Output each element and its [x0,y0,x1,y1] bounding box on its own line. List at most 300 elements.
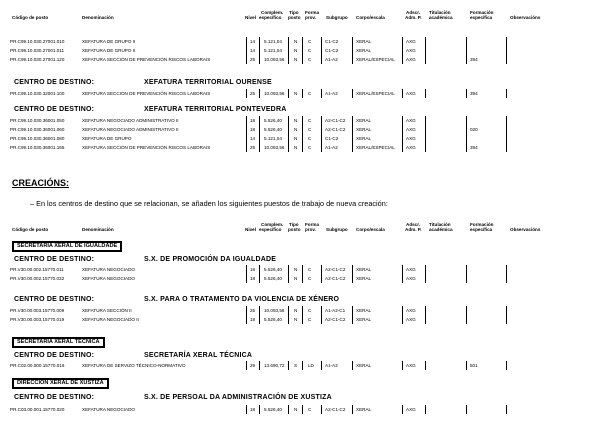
column-divider [259,116,260,125]
center-label: CENTRO DE DESTINO: [14,352,95,359]
cell-name: XEFATURA SECCIÓN DE PREVENCIÓN RISCOS LABORAIS [82,57,211,62]
column-divider [288,46,289,55]
cell-level: 14 [250,39,256,44]
column-divider [506,306,507,315]
center-name: XEFATURA TERRITORIAL PONTEVEDRA [144,106,287,113]
cell-corpo: XERAL [356,407,372,412]
cell-code: PR.V30.00.002.15770.032 [10,276,65,281]
cell-sub: A1-A2 [325,145,338,150]
column-divider [352,405,353,414]
column-divider [246,37,247,46]
cell-corpo: XERAL [356,267,372,272]
cell-sub: A2-C1-C2 [325,267,346,272]
cell-corpo: XERAL [356,317,372,322]
cell-code: PR.C99.10.030.32001.100 [10,91,65,96]
column-divider [288,143,289,152]
column-divider [352,361,353,370]
cell-corpo: XERAL/ESPECIAL [356,145,395,150]
column-divider [246,89,247,98]
column-divider [402,143,403,152]
table-row [10,143,600,152]
table-row [10,274,600,283]
header-nivel: Nivel [245,227,256,232]
cell-code: PR.V30.00.003.15770.019 [10,317,65,322]
column-divider [506,274,507,283]
cell-level: 29 [250,363,256,368]
column-divider [466,274,467,283]
column-divider [466,89,467,98]
header-titulacion-2: académica [429,227,453,232]
cell-form: 394 [470,57,478,62]
header-tipo-2: posto [288,227,301,232]
header-formacion: Formación [470,10,494,15]
column-divider [425,143,426,152]
cell-forma: C [308,145,312,150]
cell-level: 18 [250,407,256,412]
column-divider [259,125,260,134]
cell-corpo: XERAL [356,136,372,141]
cell-comp: 5.526,40 [264,127,282,132]
center-label: CENTRO DE DESTINO: [14,106,95,113]
cell-corpo: XERAL [356,118,372,123]
column-divider [402,361,403,370]
column-divider [466,46,467,55]
column-divider [466,315,467,324]
cell-forma: C [308,308,312,313]
header-adscr-2: Adm. P. [405,227,422,232]
table-header [0,10,615,24]
header-forma: Forma [305,222,320,227]
column-divider [425,116,426,125]
column-divider [402,306,403,315]
cell-sub: C1-C2 [325,136,339,141]
column-divider [288,405,289,414]
cell-sub: A1-A2 [325,363,338,368]
center-label: CENTRO DE DESTINO: [14,394,95,401]
column-divider [466,306,467,315]
column-divider [246,306,247,315]
cell-corpo: XERAL/ESPECIAL [356,91,395,96]
column-divider [321,125,322,134]
header-titulacion-2: académica [429,15,453,20]
column-divider [321,37,322,46]
header-codigo: Código de posto [12,227,49,232]
table-row [10,46,600,55]
header-formacion-2: específica [470,15,493,20]
column-divider [402,55,403,64]
cell-code: PR.C03.00.001.15770.020 [10,407,65,412]
table-row [10,306,600,315]
column-divider [466,361,467,370]
header-tipo: Tipo [289,10,299,15]
header-subgrupo: Subgrupo [326,227,348,232]
cell-corpo: XERAL [356,308,372,313]
column-divider [288,89,289,98]
column-divider [259,37,260,46]
cell-comp: 5.121,04 [264,39,282,44]
cell-form: 501 [470,363,478,368]
column-divider [425,306,426,315]
column-divider [302,134,303,143]
cell-adscr: AXG [406,276,416,281]
column-divider [425,134,426,143]
cell-name: XEFATURA NEGOCIADO II [82,317,139,322]
column-divider [288,37,289,46]
column-divider [302,405,303,414]
cell-comp: 5.526,40 [264,407,282,412]
column-divider [506,46,507,55]
cell-comp: 5.526,40 [264,118,282,123]
cell-sub: A2-C1-C2 [325,407,346,412]
cell-forma: C [308,127,312,132]
cell-adscr: AXG [406,317,416,322]
column-divider [288,134,289,143]
cell-tipo: N [294,91,298,96]
cell-comp: 5.526,40 [264,317,282,322]
column-divider [259,265,260,274]
section-box-xustiza: DIRECCIÓN XERAL DE XUSTIZA [13,379,108,388]
column-divider [466,125,467,134]
column-divider [246,55,247,64]
cell-forma: C [308,57,312,62]
column-divider [425,274,426,283]
cell-sub: A2-C1-C2 [325,276,346,281]
cell-name: XEFATURA NEGOCIADO [82,267,136,272]
column-divider [402,274,403,283]
column-divider [402,315,403,324]
cell-form: 394 [470,91,478,96]
cell-forma: C [308,118,312,123]
column-divider [352,143,353,152]
column-divider [466,55,467,64]
cell-sub: A1-A2-C1 [325,308,346,313]
column-divider [352,116,353,125]
header-corpo: Corpo/escala [356,227,385,232]
cell-comp: 10.093,56 [264,145,285,150]
center-name: XEFATURA TERRITORIAL OURENSE [144,79,272,86]
section-box-tecnica: SECRETARÍA XERAL TÉCNICA [13,338,104,347]
column-divider [506,265,507,274]
cell-sub: C1-C2 [325,39,339,44]
header-denominacion: Denominación [82,227,114,232]
cell-adscr: AXG [406,127,416,132]
cell-corpo: XERAL [356,39,372,44]
cell-forma: C [308,39,312,44]
cell-comp: 5.526,40 [264,276,282,281]
table-row [10,55,600,64]
table-row [10,265,600,274]
cell-adscr: AXG [406,136,416,141]
column-divider [321,306,322,315]
cell-sub: C1-C2 [325,48,339,53]
column-divider [352,55,353,64]
column-divider [402,37,403,46]
column-divider [259,89,260,98]
cell-sub: A2-C1-C2 [325,127,346,132]
cell-name: XEFATURA SECCIÓN DE PREVENCIÓN RISCOS LABORAIS [82,145,211,150]
cell-tipo: N [294,407,298,412]
cell-level: 18 [250,127,256,132]
cell-forma: C [308,267,312,272]
cell-code: PR.C99.10.030.36001.060 [10,127,65,132]
cell-code: PR.V30.00.003.15770.009 [10,308,65,313]
cell-level: 25 [250,91,256,96]
table-row [10,315,600,324]
header-forma: Forma [305,10,320,15]
column-divider [288,125,289,134]
cell-adscr: AXG [406,39,416,44]
column-divider [246,361,247,370]
column-divider [352,37,353,46]
column-divider [466,37,467,46]
column-divider [506,116,507,125]
cell-level: 25 [250,145,256,150]
cell-tipo: N [294,136,298,141]
column-divider [425,265,426,274]
column-divider [321,46,322,55]
header-observacions: Observacións [510,15,541,20]
header-subgrupo: Subgrupo [326,15,348,20]
column-divider [352,134,353,143]
center-label: CENTRO DE DESTINO: [14,256,95,263]
column-divider [302,315,303,324]
creaciones-heading: CREACIÓNS: [12,178,70,188]
column-divider [259,274,260,283]
column-divider [506,405,507,414]
creaciones-intro: – En los centros de destino que se relacionan, se añaden los siguientes puestos de trabajo de nueva creación: [30,199,388,208]
cell-name: XEFATURA NEGOCIADO ADMINISTRATIVO II [82,118,179,123]
cell-corpo: XERAL [356,363,372,368]
cell-name: XEFATURA SECCIÓN DE PREVENCIÓN RISCOS LABORAIS [82,91,211,96]
cell-level: 18 [250,118,256,123]
cell-name: XEFATURA NEGOCIADO [82,407,136,412]
cell-sub: A1-A2 [325,57,338,62]
cell-sub: A2-C1-C2 [325,118,346,123]
cell-comp: 10.093,56 [264,91,285,96]
column-divider [321,55,322,64]
cell-form: 394 [470,145,478,150]
column-divider [506,134,507,143]
column-divider [402,265,403,274]
section-box-igualdade: SECRETARÍA XERAL DE IGUALDADE [13,242,121,251]
header-corpo: Corpo/escala [356,15,385,20]
column-divider [402,134,403,143]
column-divider [506,125,507,134]
column-divider [246,116,247,125]
cell-code: PR.C99.10.030.36001.165 [10,145,65,150]
column-divider [259,46,260,55]
cell-comp: 10.093,56 [264,308,285,313]
cell-code: PR.C99.10.030.36001.050 [10,118,65,123]
cell-tipo: N [294,267,298,272]
column-divider [259,306,260,315]
cell-adscr: AXG [406,308,416,313]
header-adscr: Adscr. [406,222,421,227]
column-divider [321,89,322,98]
table-row [10,89,600,98]
cell-adscr: AXG [406,363,416,368]
cell-tipo: N [294,39,298,44]
column-divider [425,361,426,370]
column-divider [402,46,403,55]
cell-code: PR.C99.10.030.27001.010 [10,39,65,44]
header-forma-2: prov. [305,15,316,20]
cell-code: PR.C99.10.030.27001.011 [10,48,65,53]
column-divider [425,55,426,64]
cell-level: 18 [250,317,256,322]
column-divider [246,143,247,152]
header-adscr: Adscr. [406,10,421,15]
column-divider [302,46,303,55]
cell-comp: 5.121,04 [264,136,282,141]
cell-adscr: AXG [406,267,416,272]
column-divider [425,89,426,98]
center-name: S.X. DE PROMOCIÓN DA IGUALDADE [144,256,277,263]
center-name: SECRETARÍA XERAL TÉCNICA [144,352,253,359]
column-divider [466,134,467,143]
table-row [10,405,600,414]
column-divider [288,315,289,324]
column-divider [506,55,507,64]
cell-code: PR.C02.00.000.15770.016 [10,363,65,368]
column-divider [302,361,303,370]
cell-forma: C [308,91,312,96]
cell-name: XEFATURA DE GRUPO [82,136,132,141]
cell-sub: A2-C1-C2 [325,317,346,322]
center-label: CENTRO DE DESTINO: [14,79,95,86]
column-divider [246,46,247,55]
header-complem: Complem. [261,222,284,227]
cell-corpo: XERAL [356,276,372,281]
column-divider [425,315,426,324]
table-row [10,125,600,134]
header-nivel: Nivel [245,15,256,20]
column-divider [302,37,303,46]
cell-name: XEFATURA SECCIÓN II [82,308,132,313]
column-divider [288,274,289,283]
column-divider [259,405,260,414]
column-divider [425,125,426,134]
column-divider [466,143,467,152]
center-label: CENTRO DE DESTINO: [14,296,95,303]
cell-adscr: AXG [406,145,416,150]
header-titulacion: Titulación [429,222,451,227]
cell-form: 020 [470,127,478,132]
header-formacion-2: específica [470,227,493,232]
cell-adscr: AXG [406,91,416,96]
column-divider [506,37,507,46]
column-divider [302,265,303,274]
column-divider [302,274,303,283]
cell-level: 25 [250,308,256,313]
column-divider [246,125,247,134]
cell-tipo: N [294,48,298,53]
column-divider [259,143,260,152]
column-divider [246,274,247,283]
column-divider [302,89,303,98]
column-divider [321,134,322,143]
header-forma-2: prov. [305,227,316,232]
column-divider [246,315,247,324]
cell-forma: C [308,317,312,322]
column-divider [352,315,353,324]
column-divider [506,315,507,324]
column-divider [321,274,322,283]
column-divider [321,143,322,152]
cell-tipo: N [294,308,298,313]
cell-forma: C [308,136,312,141]
header-adscr-2: Adm. P. [405,15,422,20]
cell-corpo: XERAL [356,127,372,132]
cell-tipo: N [294,57,298,62]
column-divider [352,265,353,274]
header-denominacion: Denominación [82,15,114,20]
table-row [10,37,600,46]
table-row [10,361,600,370]
cell-forma: C [308,407,312,412]
column-divider [352,125,353,134]
header-codigo: Código de posto [12,15,49,20]
column-divider [259,55,260,64]
table-header-2 [0,218,615,232]
cell-name: XEFATURA DE GRUPO II [82,39,136,44]
column-divider [321,265,322,274]
cell-comp: 5.526,40 [264,267,282,272]
cell-tipo: N [294,145,298,150]
cell-name: XEFATURA DE GRUPO II [82,48,136,53]
cell-code: PR.V30.00.002.15770.011 [10,267,64,272]
header-observacions: Observacións [510,227,541,232]
cell-adscr: AXG [406,407,416,412]
column-divider [352,89,353,98]
cell-level: 25 [250,57,256,62]
cell-corpo: XERAL/ESPECIAL [356,57,395,62]
center-name: S.X. PARA O TRATAMENTO DA VIOLENCIA DE XÉNERO [144,296,340,303]
column-divider [259,315,260,324]
column-divider [466,265,467,274]
column-divider [302,116,303,125]
cell-sub: A1-A2 [325,91,338,96]
column-divider [259,361,260,370]
column-divider [288,116,289,125]
column-divider [352,306,353,315]
column-divider [321,405,322,414]
column-divider [302,55,303,64]
column-divider [302,143,303,152]
cell-tipo: N [294,127,298,132]
column-divider [466,405,467,414]
header-tipo-2: posto [288,15,301,20]
cell-tipo: S [294,363,298,368]
cell-forma: C [308,48,312,53]
cell-level: 18 [250,267,256,272]
column-divider [321,116,322,125]
column-divider [506,89,507,98]
cell-tipo: N [294,276,298,281]
column-divider [302,125,303,134]
column-divider [259,134,260,143]
cell-name: XEFATURA DE SERVIZO TÉCNICO-NORMATIVO [82,363,186,368]
cell-forma: LD [308,363,314,368]
header-titulacion: Titulación [429,10,451,15]
column-divider [288,55,289,64]
table-row [10,134,600,143]
column-divider [321,361,322,370]
cell-forma: C [308,276,312,281]
cell-name: XEFATURA NEGOCIADO [82,276,136,281]
column-divider [425,37,426,46]
cell-comp: 13.690,72 [264,363,285,368]
